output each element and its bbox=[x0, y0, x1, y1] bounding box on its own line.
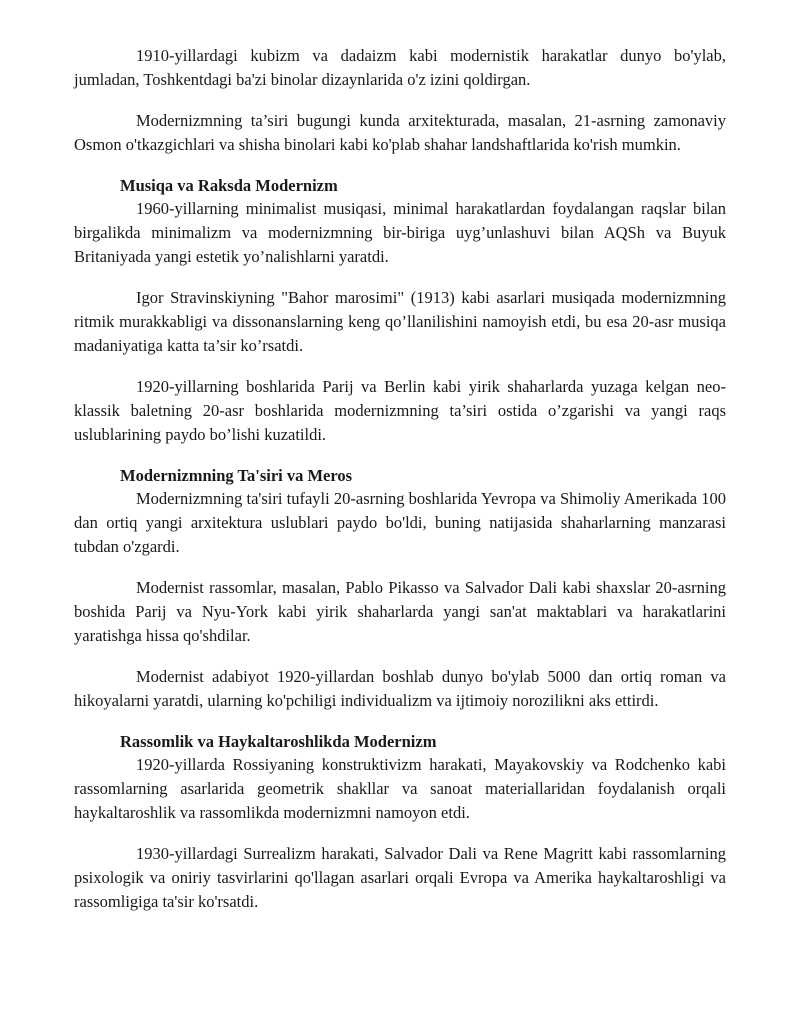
section-heading: Rassomlik va Haykaltaroshlikda Modernizm bbox=[120, 732, 437, 751]
paragraph: 1920-yillarning boshlarida Parij va Berlin kabi yirik shaharlarda yuzaga kelgan neo-klassik baletning 20-asr boshlarida modernizmning ta’siri ostida o’zgarishi va yangi raqs uslublarining paydo bo’lishi kuzatildi. bbox=[74, 377, 726, 444]
paragraph: 1930-yillardagi Surrealizm harakati, Salvador Dali va Rene Magritt kabi rassomlarning psixologik va oniriy tasvirlarini qo'llagan asarlari orqali Evropa va Amerika haykaltaroshligi va rassomligiga ta'sir ko'rsatdi. bbox=[74, 844, 726, 911]
section-heading: Musiqa va Raksda Modernizm bbox=[120, 176, 338, 195]
paragraph: Modernizmning ta'siri tufayli 20-asrning boshlarida Yevropa va Shimoliy Amerikada 100 dan ortiq yangi arxitektura uslublari paydo bo'ldi, buning natijasida shaharlarning manzarasi tubdan o'zgardi. bbox=[74, 489, 726, 556]
paragraph: Modernizmning ta’siri bugungi kunda arxitekturada, masalan, 21-asrning zamonaviy Osmon o'tkazgichlari va shisha binolari kabi ko'plab shahar landshaftlarida ko'rish mumkin. bbox=[74, 111, 726, 154]
paragraph: 1910-yillardagi kubizm va dadaizm kabi modernistik harakatlar dunyo bo'ylab, jumladan, Toshkentdagi ba'zi binolar dizaynlarida o'z izini qoldirgan. bbox=[74, 46, 726, 89]
paragraph: Igor Stravinskiyning "Bahor marosimi" (1913) kabi asarlari musiqada modernizmning ritmik murakkabligi va dissonanslarning keng qo’llanilishini namoyish etdi, bu esa 20-asr musiqa madaniyatiga katta ta’sir ko’rsatdi. bbox=[74, 288, 726, 355]
paragraph: Modernist adabiyot 1920-yillardan boshlab dunyo bo'ylab 5000 dan ortiq roman va hikoyalarni yaratdi, ularning ko'pchiligi individualizm va ijtimoiy norozilikni aks ettirdi. bbox=[74, 667, 726, 710]
paragraph: Modernist rassomlar, masalan, Pablo Pikasso va Salvador Dali kabi shaxslar 20-asrning boshida Parij va Nyu-York kabi yirik shaharlarda yangi san'at maktablari va harakatlarini yaratishga hissa qo'shdilar. bbox=[74, 578, 726, 645]
paragraph: 1920-yillarda Rossiyaning konstruktivizm harakati, Mayakovskiy va Rodchenko kabi rassomlarning asarlarida geometrik shakllar va sanoat materiallaridan foydalanish orqali haykaltaroshlik va rassomlikda modernizmni namoyon etdi. bbox=[74, 755, 726, 822]
paragraph: 1960-yillarning minimalist musiqasi, minimal harakatlardan foydalangan raqslar bilan birgalikda minimalizm va modernizmning bir-biriga uyg’unlashuvi bilan AQSh va Buyuk Britaniyada yangi estetik yo’nalishlarni yaratdi. bbox=[74, 199, 726, 266]
section-heading: Modernizmning Ta'siri va Meros bbox=[120, 466, 353, 485]
